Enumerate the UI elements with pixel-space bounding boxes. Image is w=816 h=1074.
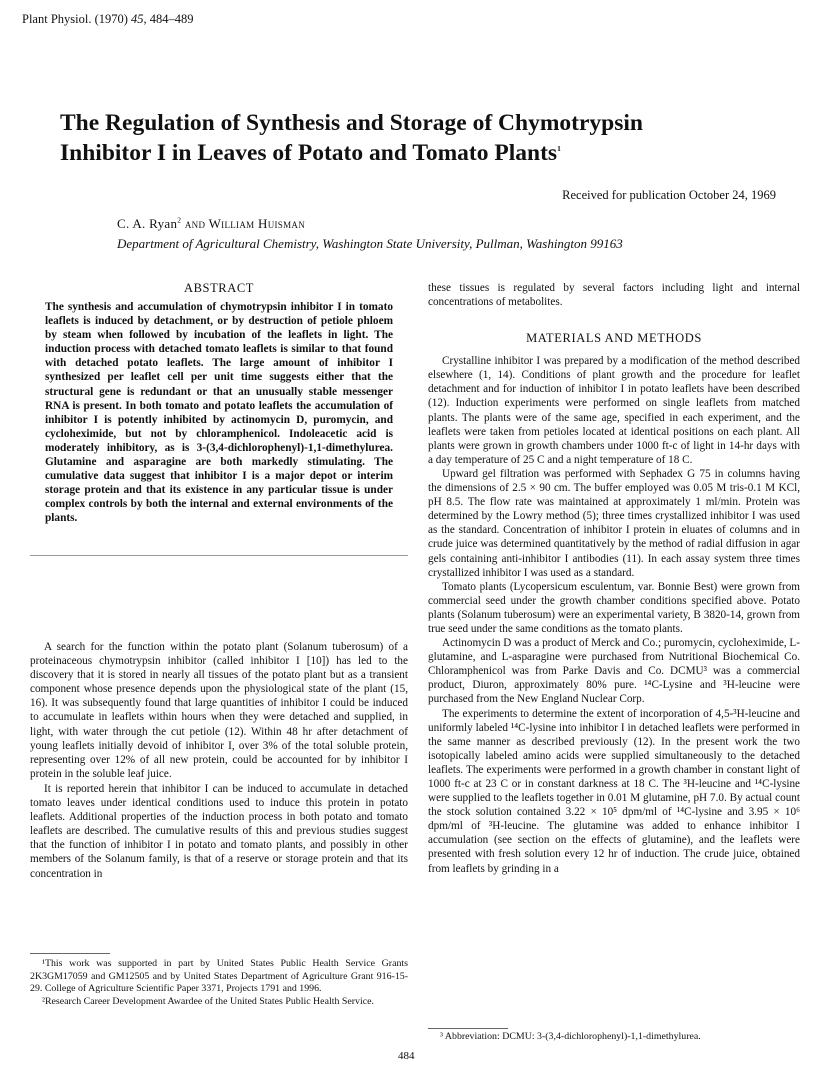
methods-paragraph-4: Actinomycin D was a product of Merck and Co.; puromycin, cycloheximide, L-glutamine, and L-asparagine were purchased from Nutritional Biochemical Co. Chloramphenicol was from Parke Davis and Co. DCMU³ was a commercial product, Diuron, approximately 80% pure. ¹⁴C-Lysine and ³H-leucine were purchased from the New England Nuclear Corp. [428,637,800,706]
journal-year: (1970) [94,12,128,26]
intro-paragraph-2: It is reported herein that inhibitor I can be induced to accumulate in detached tomato leaves under identical conditions used to induce this protein in potato leaflets. Additional properties of the induction process in both potato and tomato leaflets are described. The cumulative results of this and previous studies suggest that the function of inhibitor I in potato and tomato plants, and possibly in other members of the Solanum family, is that of a reserve or storage protein and that its concentration in [30,782,408,880]
abstract-text: The synthesis and accumulation of chymotrypsin inhibitor I in tomato leaflets is induced by detachment, or by destruction of petiole phloem by steam when followed by incubation of the leaflets in light. The induction process with detached tomato leaflets is similar to that found with detached potato leaflets. The large amount of inhibitor I synthesized per leaflet cell per unit time suggests either that the structural gene is redundant or that an unusually stable messenger RNA is present. In both tomato and potato leaflets the accumulation of inhibitor I is potently inhibited by actinomycin D, puromycin, and cycloheximide, but not by chloramphenicol. Indoleacetic acid is moderately inhibitory, as is 3-(3,4-dichlorophenyl)-1,1-dimethylurea. Glutamine and asparagine are both markedly stimulating. The cumulative data suggest that inhibitor I is a major depot or interim storage protein and that its existence in any particular tissue is under complex controls by both the internal and external environments of the plants. [45,301,393,525]
abstract-divider [30,555,408,556]
journal-reference [22,12,194,27]
abstract-heading: ABSTRACT [183,281,255,295]
title-line-2: Inhibitor I in Leaves of Potato and Tomato Plants [60,140,558,166]
methods-heading: MATERIALS AND METHODS [526,331,702,346]
footnote-2: ²Research Career Development Awardee of the United States Public Health Service. [42,995,374,1007]
journal-volume: 45, [131,12,147,26]
received-date: Received for publication October 24, 1969 [562,188,776,202]
title-footnote-mark: 1 [557,144,561,154]
author-list [117,216,305,232]
intro-paragraph-1: A search for the function within the potato plant (Solanum tuberosum) of a proteinaceous chymotrypsin inhibitor (called inhibitor I [10]) has led to the discovery that it is stored in nearly all tissues of the potato plant but as a transient component whose presence depends upon the physiological state of the plant (15, 16). It was subsequently found that large quantities of inhibitor I could be induced to accumulate in leaflets within hours when they were detached and supplied, in light, with water through the cut petiole (12). Within 48 hr after detachment of young leaflets initially devoid of inhibitor I, over 3% of the total soluble protein, representing over 12% of all new protein, could be accounted for by inhibitor I protein in the soluble leaf juice. [30,641,408,780]
methods-paragraph-1: Crystalline inhibitor I was prepared by a modification of the method described elsewhere (1, 14). Conditions of plant growth and the procedure for leaflet detachment and for induction of inhibitor I in potato leaflets have been described (12). Induction experiments were performed on single leaflets from matched plants. The plants were of the same age, specified in each experiment, and the leaflets were taken from petioles located at identical positions on each plant. All plants were grown in growth chambers under 1000 ft-c of light in 14-hr days with a day temperature of 25 C and a night temperature of 18 C. [428,355,800,466]
right-column [428,281,800,876]
author-1: C. A. Ryan [117,216,178,231]
paper-title [60,108,780,168]
footnote-divider-right [428,1028,508,1029]
introduction [30,640,408,881]
title-line-1: The Regulation of Synthesis and Storage of Chymotrypsin [60,110,643,136]
footnote-divider [30,953,110,954]
author-separator: and [181,216,209,231]
footnote-1: ¹This work was supported in part by United States Public Health Service Grants 2K3GM17059 and GM12505 and by United States Department of Agriculture Grant 916-15-29. College of Agriculture Scientific Paper 3371, Projects 1791 and 1996. [30,958,408,994]
author-2: William Huisman [208,216,305,231]
intro-continuation: these tissues is regulated by several factors including light and internal concentrations of metabolites. [428,282,800,309]
page-number: 484 [398,1050,415,1062]
author-1-footnote-mark: 2 [177,215,182,225]
methods-paragraph-3: Tomato plants (Lycopersicum esculentum, var. Bonnie Best) were grown from commercial seed under the growth chamber conditions specified above. Potato plants (Solanum tuberosum) were an experimental variety, B 3820-14, grown from true seed under the same conditions as the tomato plants. [428,580,800,635]
affiliation: Department of Agricultural Chemistry, Washington State University, Pullman, Washington 99163 [117,236,623,251]
footnotes [30,958,408,1008]
methods-paragraph-2: Upward gel filtration was performed with Sephadex G 75 in columns having the dimensions of 2.5 × 90 cm. The buffer employed was 0.05 M tris-0.1 M KCl, pH 8.5. The flow rate was maintained at approximately 1 ml/min. Protein was determined by the Lowry method (5); three times crystallized inhibitor I was used as the standard. Concentration of inhibitor I protein in eluates of columns and in crude juice was determined quantitatively by the method of radial diffusion in agar gels containing anti-inhibitor I antibodies (11). In each assay system three times crystallized inhibitor I was used as a standard. [428,467,800,579]
journal-pages: 484–489 [149,12,194,26]
journal-name: Plant Physiol. [22,12,92,26]
methods-paragraph-5: The experiments to determine the extent of incorporation of 4,5-³H-leucine and uniformly labeled ¹⁴C-lysine into inhibitor I in detached leaflets were performed in the same manner as described previously (12). In the present work the two isotopically labeled amino acids were supplied simultaneously to the detached leaflets. The experiments were performed in a growth chamber in constant light of 1000 ft-c at 23 C or in constant darkness at 18 C. The ³H-leucine and ¹⁴C-lysine were supplied to the leaflets together in 0.01 M glutamine, pH 7.0. By actual count the stock solution contained 3.22 × 10⁵ dpm/ml of ¹⁴C-lysine and 3.95 × 10⁶ dpm/ml of ³H-leucine. The glutamine was added to enhance inhibitor I accumulation (see section on the effects of glutamine), and the leaflets were presented with fresh solution every 12 hr of induction. The crude juice, obtained from leaflets by grinding in a [428,707,800,875]
footnote-3: ³ Abbreviation: DCMU: 3-(3,4-dichlorophenyl)-1,1-dimethylurea. [440,1031,701,1042]
